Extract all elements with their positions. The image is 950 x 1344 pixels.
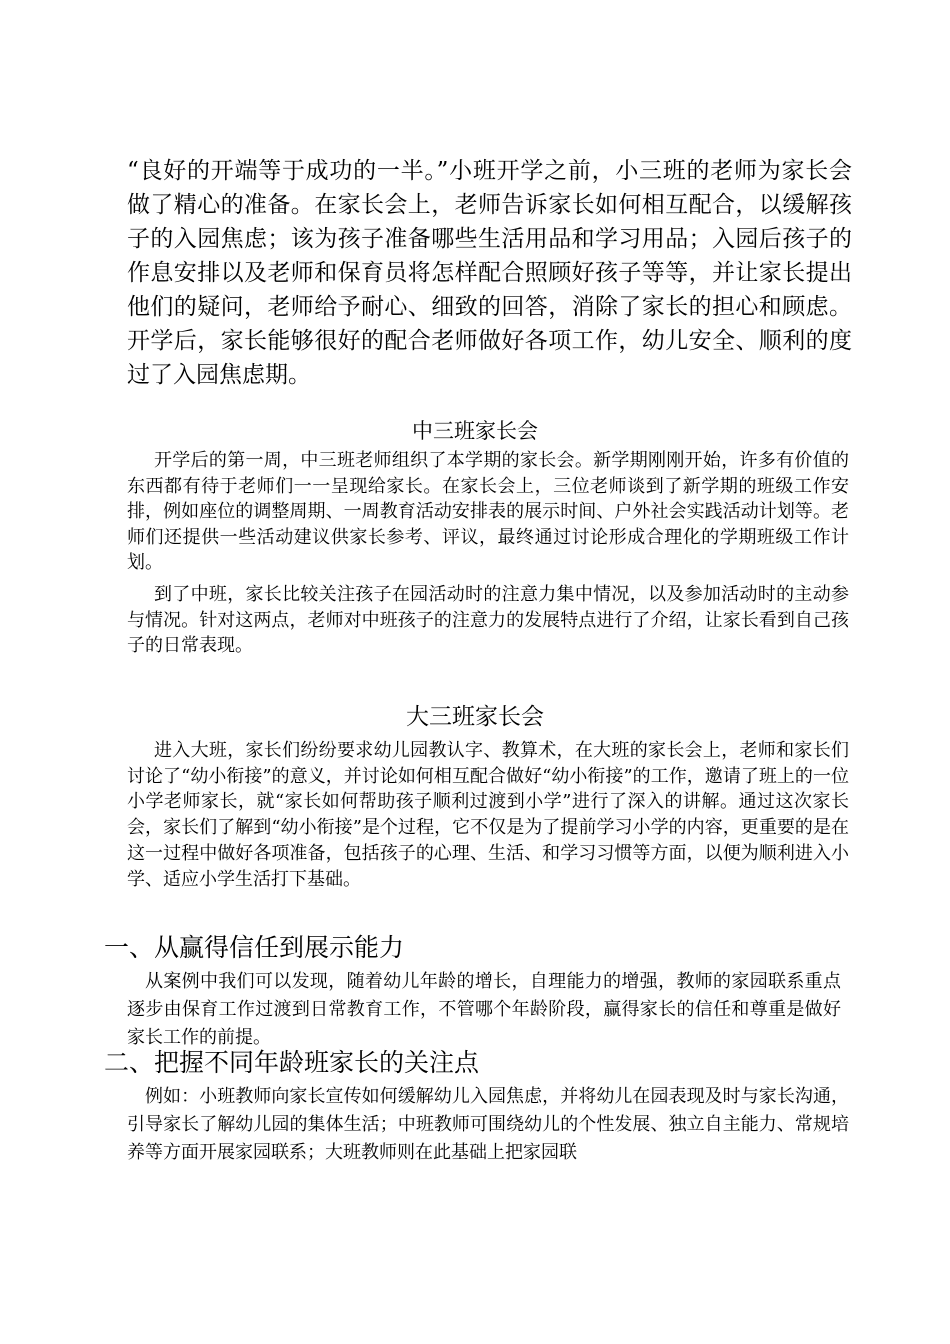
section-2-heading: 二、把握不同年龄班家长的关注点 [104, 1048, 480, 1077]
middle-class-paragraph-1: 开学后的第一周，中三班老师组织了本学期的家长会。新学期刚刚开始，许多有价值的东西都有待于老师们一一呈现给家长。在家长会上，三位老师谈到了新学期的班级工作安排，例如座位的调整周期、一周教育活动安排表的展示时间、户外社会实践活动计划等。老师们还提供一些活动建议供家长参考、评议，最终通过讨论形成合理化的学期班级工作计划。 [127, 450, 849, 573]
section-2-paragraph: 例如：小班教师向家长宣传如何缓解幼儿入园焦虑，并将幼儿在园表现及时与家长沟通，引导家长了解幼儿园的集体生活；中班教师可围绕幼儿的个性发展、独立自主能力、常规培养等方面开展家园联系；大班教师则在此基础上把家园联 [127, 1086, 849, 1163]
section-1-paragraph: 从案例中我们可以发现，随着幼儿年龄的增长，自理能力的增强，教师的家园联系重点逐步由保育工作过渡到日常教育工作，不管哪个年龄阶段，赢得家长的信任和尊重是做好家长工作的前提。 [127, 971, 841, 1048]
middle-class-paragraph-2: 到了中班，家长比较关注孩子在园活动时的注意力集中情况，以及参加活动时的主动参与情况。针对这两点，老师对中班孩子的注意力的发展特点进行了介绍，让家长看到自己孩子的日常表现。 [127, 584, 849, 656]
senior-class-heading: 大三班家长会 [406, 704, 544, 730]
middle-class-heading: 中三班家长会 [412, 419, 538, 443]
senior-class-paragraph: 进入大班，家长们纷纷要求幼儿园教认字、教算术，在大班的家长会上，老师和家长们讨论了“幼小衔接”的意义，并讨论如何相互配合做好“幼小衔接”的工作，邀请了班上的一位小学老师家长，就“家长如何帮助孩子顺利过渡到小学”进行了深入的讲解。通过这次家长会，家长们了解到“幼小衔接”是个过程，它不仅是为了提前学习小学的内容，更重要的是在这一过程中做好各项准备，包括孩子的心理、生活、和学习习惯等方面，以便为顺利进入小学、适应小学生活打下基础。 [127, 740, 849, 890]
section-1-heading: 一、从赢得信任到展示能力 [104, 933, 405, 962]
intro-paragraph: “良好的开端等于成功的一半。”小班开学之前，小三班的老师为家长会做了精心的准备。在家长会上，老师告诉家长如何相互配合，以缓解孩子的入园焦虑；该为孩子准备哪些生活用品和学习用品；入园后孩子的作息安排以及老师和保育员将怎样配合照顾好孩子等等，并让家长提出他们的疑问，老师给予耐心、细致的回答，消除了家长的担心和顾虑。开学后，家长能够很好的配合老师做好各项工作，幼儿安全、顺利的度过了入园焦虑期。 [127, 158, 852, 388]
